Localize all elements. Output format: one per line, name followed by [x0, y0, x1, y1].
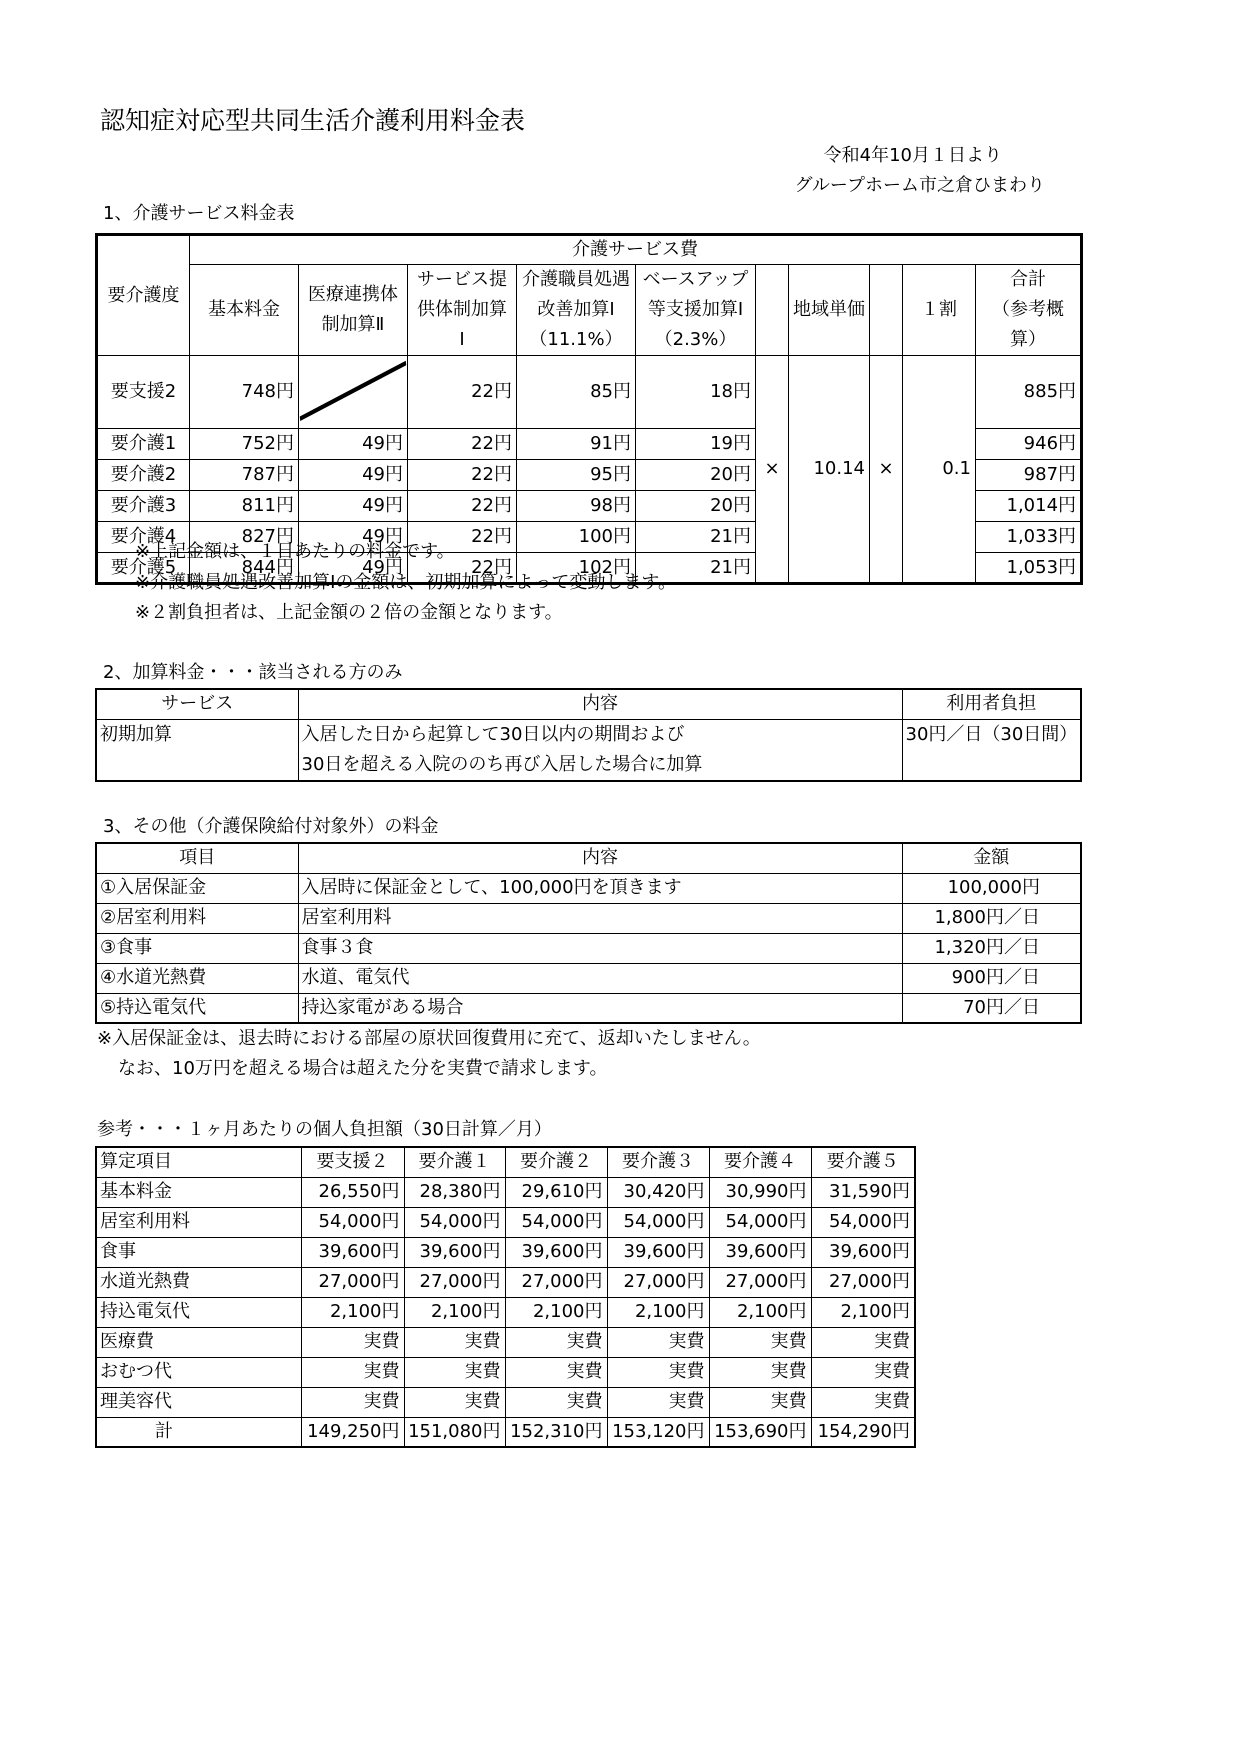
table-row — [97, 356, 1082, 429]
base-fee-header: 基本料金 — [190, 265, 299, 356]
total-fee-cell: 1,053円 — [976, 553, 1082, 584]
item-header: 項目 — [96, 843, 298, 873]
multiply-sign: × — [756, 356, 789, 584]
table-row — [96, 1357, 915, 1387]
value-cell: 2,100円 — [607, 1297, 709, 1327]
value-cell: 27,000円 — [709, 1267, 811, 1297]
total-fee-cell: 987円 — [976, 460, 1082, 491]
item-cell: ③食事 — [96, 933, 298, 963]
value-cell: 54,000円 — [404, 1207, 505, 1237]
copay-ratio-header: １割 — [903, 265, 976, 356]
total-header: 合計 （参考概 算） — [976, 265, 1082, 356]
medical-cooperation-cell: 49円 — [299, 553, 408, 584]
note-line: ※２割負担者は、上記金額の２倍の金額となります。 — [135, 602, 563, 623]
note-line: ※上記金額は、１日あたりの料金です。 — [135, 541, 455, 562]
document-title: 認知症対応型共同生活介護利用料金表 — [100, 106, 526, 135]
amount-cell: 1,320円／日 — [902, 933, 1081, 963]
value-cell: 2,100円 — [301, 1297, 404, 1327]
value-cell: 実費 — [301, 1327, 404, 1357]
content-cell: 居室利用料 — [298, 903, 902, 933]
total-value-cell: 151,080円 — [404, 1417, 505, 1447]
calc-item-label: 食事 — [96, 1237, 301, 1267]
service-header: サービス — [96, 689, 298, 719]
value-cell: 27,000円 — [301, 1267, 404, 1297]
base-fee-cell: 844円 — [190, 553, 299, 584]
service-provision-cell: 22円 — [408, 356, 517, 429]
total-value-cell: 153,690円 — [709, 1417, 811, 1447]
table-row — [96, 873, 1081, 903]
table-header-row — [96, 1147, 915, 1177]
multiply-header-blank — [870, 265, 903, 356]
base-up-cell: 20円 — [636, 491, 756, 522]
value-cell: 実費 — [505, 1327, 607, 1357]
table-row — [96, 963, 1081, 993]
table-header-row — [97, 235, 1082, 265]
care-level-cell: 要介護3 — [97, 491, 190, 522]
content-cell: 食事３食 — [298, 933, 902, 963]
calc-item-header: 算定項目 — [96, 1147, 301, 1177]
item-cell: ②居室利用料 — [96, 903, 298, 933]
base-fee-cell: 827円 — [190, 522, 299, 553]
value-cell: 27,000円 — [811, 1267, 915, 1297]
service-provision-cell: 22円 — [408, 460, 517, 491]
value-cell: 54,000円 — [811, 1207, 915, 1237]
care-service-fee-table — [95, 233, 1083, 585]
table-row — [96, 1297, 915, 1327]
care-level-cell: 要介護5 — [97, 553, 190, 584]
staff-treatment-header: 介護職員処遇 改善加算Ⅰ （11.1%） — [517, 265, 636, 356]
value-cell: 実費 — [607, 1327, 709, 1357]
calc-item-label: 基本料金 — [96, 1177, 301, 1207]
value-cell: 実費 — [505, 1387, 607, 1417]
value-cell: 実費 — [811, 1387, 915, 1417]
value-cell: 27,000円 — [607, 1267, 709, 1297]
service-provision-cell: 22円 — [408, 522, 517, 553]
item-cell: ④水道光熱費 — [96, 963, 298, 993]
amount-cell: 900円／日 — [902, 963, 1081, 993]
value-cell: 2,100円 — [404, 1297, 505, 1327]
table-header-row — [96, 843, 1081, 873]
total-fee-cell: 946円 — [976, 429, 1082, 460]
value-cell: 39,600円 — [607, 1237, 709, 1267]
content-cell: 持込家電がある場合 — [298, 993, 902, 1023]
staff-treatment-cell: 85円 — [517, 356, 636, 429]
user-charge-cell: 30円／日（30日間） — [902, 719, 1081, 781]
content-cell: 水道、電気代 — [298, 963, 902, 993]
value-cell: 26,550円 — [301, 1177, 404, 1207]
value-cell: 実費 — [505, 1357, 607, 1387]
medical-cooperation-cell: 49円 — [299, 491, 408, 522]
table-total-row — [96, 1417, 915, 1447]
base-up-cell: 20円 — [636, 460, 756, 491]
care-level-header: 要介護５ — [811, 1147, 915, 1177]
value-cell: 実費 — [404, 1327, 505, 1357]
note-line: ※介護職員処遇改善加算Ⅰの金額は、初期加算によって変動します。 — [135, 571, 676, 593]
total-fee-cell: 1,014円 — [976, 491, 1082, 522]
service-provision-header: サービス提 供体制加算 Ⅰ — [408, 265, 517, 356]
table-row — [96, 933, 1081, 963]
value-cell: 実費 — [709, 1387, 811, 1417]
content-header: 内容 — [298, 689, 902, 719]
base-up-cell: 18円 — [636, 356, 756, 429]
user-charge-header: 利用者負担 — [902, 689, 1081, 719]
value-cell: 実費 — [811, 1327, 915, 1357]
base-fee-cell: 748円 — [190, 356, 299, 429]
additional-fee-table — [95, 688, 1082, 782]
value-cell: 実費 — [301, 1387, 404, 1417]
section-heading: 2、加算料金・・・該当される方のみ — [103, 662, 403, 683]
value-cell: 実費 — [607, 1357, 709, 1387]
staff-treatment-cell: 95円 — [517, 460, 636, 491]
value-cell: 実費 — [607, 1387, 709, 1417]
note-line: ※入居保証金は、退去時における部屋の原状回復費用に充て、返却いたしません。 — [97, 1028, 761, 1049]
total-value-cell: 153,120円 — [607, 1417, 709, 1447]
value-cell: 54,000円 — [505, 1207, 607, 1237]
effective-date: 令和4年10月１日より — [823, 145, 1002, 166]
base-fee-cell: 752円 — [190, 429, 299, 460]
total-value-cell: 152,310円 — [505, 1417, 607, 1447]
total-fee-cell: 1,033円 — [976, 522, 1082, 553]
section-heading: 1、介護サービス料金表 — [103, 203, 295, 224]
total-fee-cell: 885円 — [976, 356, 1082, 429]
value-cell: 30,990円 — [709, 1177, 811, 1207]
base-up-header: ベースアップ 等支援加算Ⅰ （2.3%） — [636, 265, 756, 356]
calc-item-label: おむつ代 — [96, 1357, 301, 1387]
medical-cooperation-cell: 49円 — [299, 460, 408, 491]
calc-item-label: 理美容代 — [96, 1387, 301, 1417]
table-row — [96, 1387, 915, 1417]
value-cell: 39,600円 — [404, 1237, 505, 1267]
table-row — [96, 903, 1081, 933]
section-heading: 参考・・・１ヶ月あたりの個人負担額（30日計算／月） — [97, 1119, 552, 1140]
service-provision-cell: 22円 — [408, 553, 517, 584]
table-header-row — [96, 689, 1081, 719]
value-cell: 27,000円 — [404, 1267, 505, 1297]
table-row — [96, 1327, 915, 1357]
value-cell: 2,100円 — [811, 1297, 915, 1327]
calc-item-label: 持込電気代 — [96, 1297, 301, 1327]
regional-unit-price-header: 地域単価 — [789, 265, 870, 356]
value-cell: 27,000円 — [505, 1267, 607, 1297]
amount-cell: 70円／日 — [902, 993, 1081, 1023]
care-level-header: 要介護４ — [709, 1147, 811, 1177]
table-header-row — [97, 265, 1082, 356]
value-cell: 2,100円 — [505, 1297, 607, 1327]
fee-notes — [135, 537, 676, 629]
care-level-header: 要介護１ — [404, 1147, 505, 1177]
monthly-cost-table — [95, 1146, 916, 1448]
calc-item-label: 医療費 — [96, 1327, 301, 1357]
base-up-cell: 21円 — [636, 553, 756, 584]
other-fee-table — [95, 842, 1082, 1024]
value-cell: 実費 — [709, 1357, 811, 1387]
regional-unit-price-cell: 10.14 — [789, 356, 870, 584]
service-fee-header: 介護サービス費 — [190, 235, 1082, 265]
medical-cooperation-cell: 49円 — [299, 429, 408, 460]
table-row — [96, 1207, 915, 1237]
section-heading: 3、その他（介護保険給付対象外）の料金 — [103, 816, 439, 837]
copay-ratio-cell: 0.1 — [903, 356, 976, 584]
medical-cooperation-cell: 49円 — [299, 522, 408, 553]
service-provision-cell: 22円 — [408, 429, 517, 460]
value-cell: 2,100円 — [709, 1297, 811, 1327]
value-cell: 28,380円 — [404, 1177, 505, 1207]
staff-treatment-cell: 98円 — [517, 491, 636, 522]
table-row — [96, 1237, 915, 1267]
value-cell: 実費 — [811, 1357, 915, 1387]
table-row — [96, 993, 1081, 1023]
care-level-cell: 要介護4 — [97, 522, 190, 553]
table-row — [96, 719, 1081, 781]
total-label: 計 — [96, 1417, 301, 1447]
care-level-cell: 要介護1 — [97, 429, 190, 460]
base-fee-cell: 787円 — [190, 460, 299, 491]
facility-name: グループホーム市之倉ひまわり — [794, 175, 1045, 196]
value-cell: 39,600円 — [811, 1237, 915, 1267]
base-up-cell: 19円 — [636, 429, 756, 460]
content-cell: 入居時に保証金として、100,000円を頂きます — [298, 873, 902, 903]
value-cell: 実費 — [709, 1327, 811, 1357]
value-cell: 54,000円 — [709, 1207, 811, 1237]
value-cell: 実費 — [404, 1387, 505, 1417]
content-header: 内容 — [298, 843, 902, 873]
multiply-header-blank — [756, 265, 789, 356]
value-cell: 実費 — [404, 1357, 505, 1387]
value-cell: 30,420円 — [607, 1177, 709, 1207]
care-level-cell: 要支援2 — [97, 356, 190, 429]
value-cell: 54,000円 — [607, 1207, 709, 1237]
value-cell: 39,600円 — [505, 1237, 607, 1267]
note-line: なお、10万円を超える場合は超えた分を実費で請求します。 — [118, 1058, 608, 1079]
multiply-sign: × — [870, 356, 903, 584]
care-level-header: 要介護度 — [97, 235, 190, 356]
staff-treatment-cell: 102円 — [517, 553, 636, 584]
total-value-cell: 149,250円 — [301, 1417, 404, 1447]
table-row — [96, 1177, 915, 1207]
total-value-cell: 154,290円 — [811, 1417, 915, 1447]
item-cell: ⑤持込電気代 — [96, 993, 298, 1023]
value-cell: 実費 — [301, 1357, 404, 1387]
amount-header: 金額 — [902, 843, 1081, 873]
care-level-header: 要支援２ — [301, 1147, 404, 1177]
base-up-cell: 21円 — [636, 522, 756, 553]
calc-item-label: 水道光熱費 — [96, 1267, 301, 1297]
value-cell: 39,600円 — [301, 1237, 404, 1267]
deposit-notes — [97, 1024, 761, 1084]
amount-cell: 1,800円／日 — [902, 903, 1081, 933]
service-cell: 初期加算 — [96, 719, 298, 781]
base-fee-cell: 811円 — [190, 491, 299, 522]
staff-treatment-cell: 100円 — [517, 522, 636, 553]
diagonal-line — [299, 356, 407, 428]
value-cell: 29,610円 — [505, 1177, 607, 1207]
service-provision-cell: 22円 — [408, 491, 517, 522]
diagonal-empty-cell — [299, 356, 408, 429]
table-row — [96, 1267, 915, 1297]
value-cell: 39,600円 — [709, 1237, 811, 1267]
content-cell: 入居した日から起算して30日以内の期間および 30日を超える入院ののち再び入居した場合に加算 — [298, 719, 902, 781]
care-level-header: 要介護３ — [607, 1147, 709, 1177]
value-cell: 31,590円 — [811, 1177, 915, 1207]
amount-cell: 100,000円 — [902, 873, 1081, 903]
calc-item-label: 居室利用料 — [96, 1207, 301, 1237]
value-cell: 54,000円 — [301, 1207, 404, 1237]
care-level-cell: 要介護2 — [97, 460, 190, 491]
care-level-header: 要介護２ — [505, 1147, 607, 1177]
item-cell: ①入居保証金 — [96, 873, 298, 903]
staff-treatment-cell: 91円 — [517, 429, 636, 460]
medical-cooperation-header: 医療連携体 制加算Ⅱ — [299, 265, 408, 356]
